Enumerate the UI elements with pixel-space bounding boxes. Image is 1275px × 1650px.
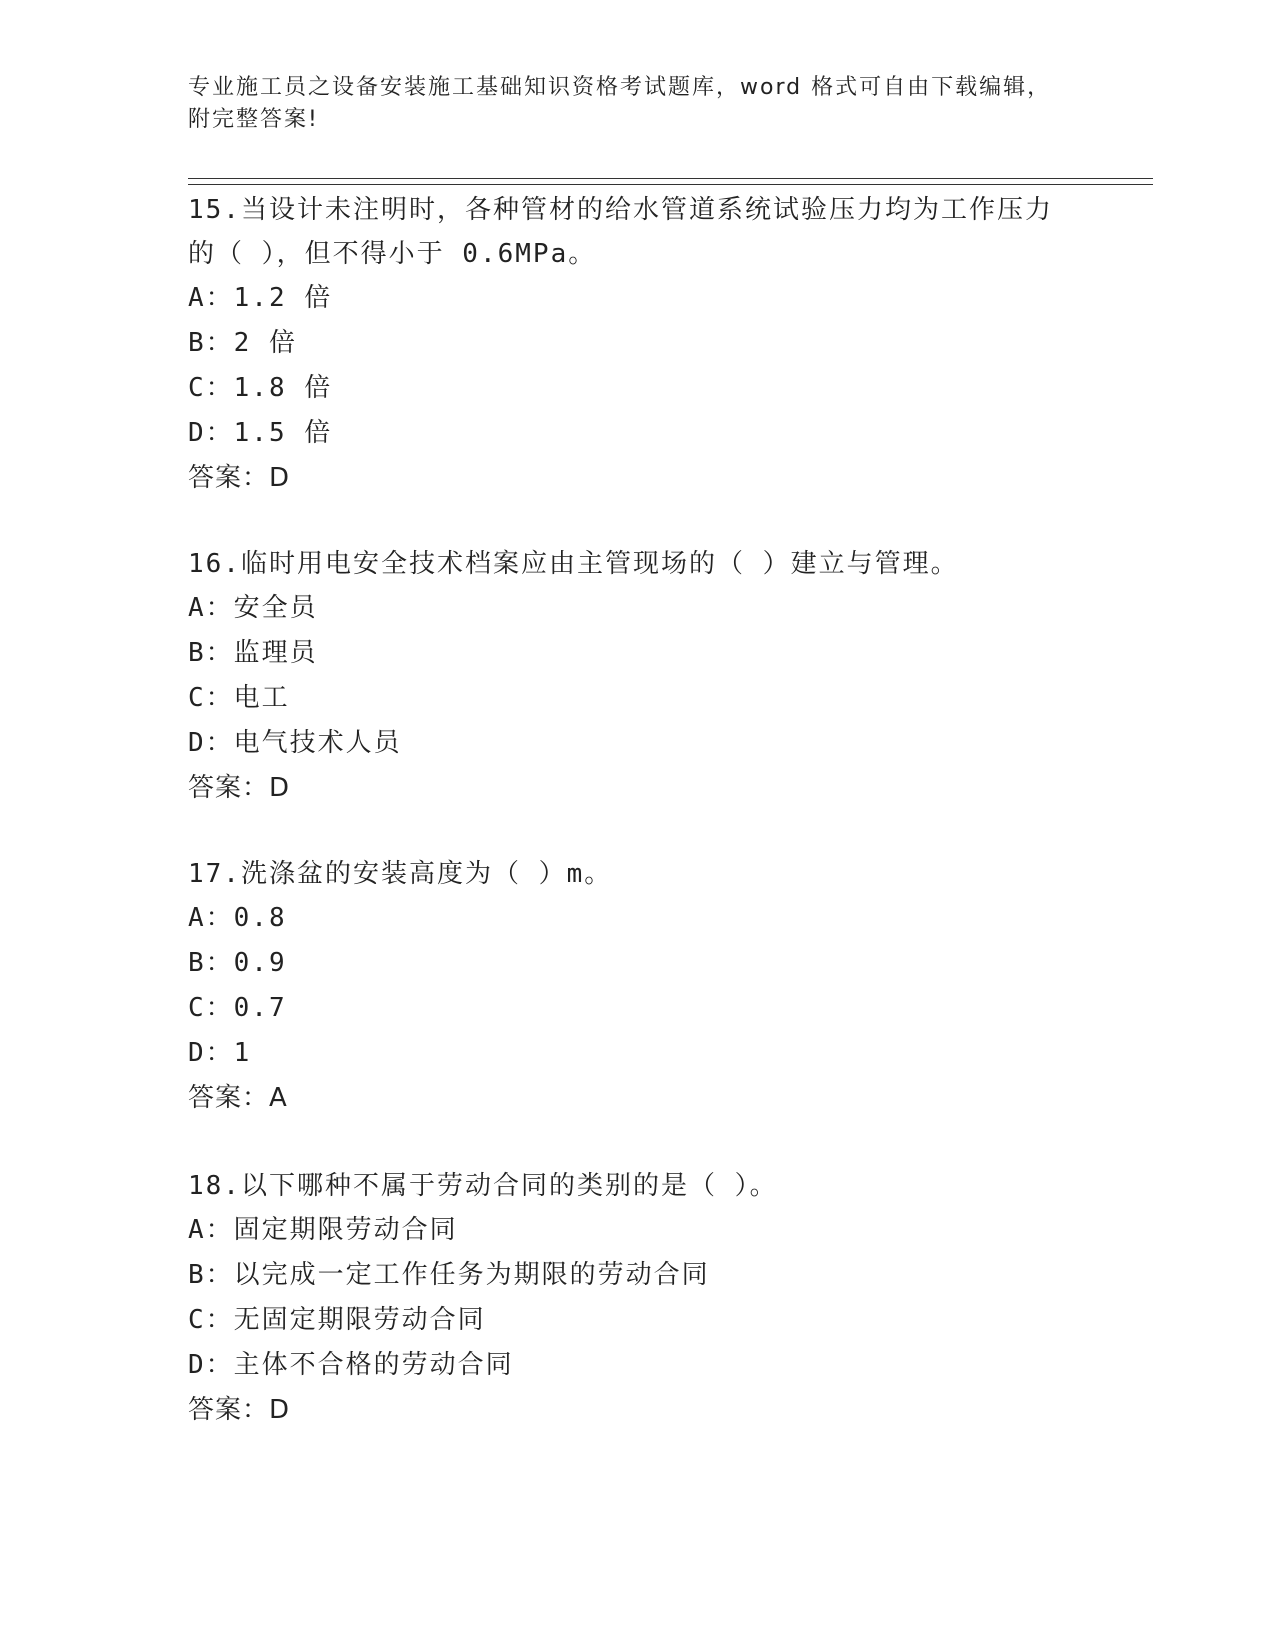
header-line-2: 附完整答案! bbox=[188, 107, 319, 132]
answer-label: 答案：D bbox=[188, 773, 291, 803]
document-header bbox=[188, 72, 1068, 136]
option-b: B：2 倍 bbox=[188, 328, 297, 358]
question-stem: 18.以下哪种不属于劳动合同的类别的是（ ）。 bbox=[188, 1171, 778, 1201]
question-18 bbox=[188, 1164, 1088, 1433]
option-a: A：1.2 倍 bbox=[188, 283, 333, 313]
option-b: B：以完成一定工作任务为期限的劳动合同 bbox=[188, 1260, 710, 1290]
option-c: C：无固定期限劳动合同 bbox=[188, 1305, 486, 1335]
option-a: A：固定期限劳动合同 bbox=[188, 1215, 458, 1245]
answer-label: 答案：D bbox=[188, 1395, 291, 1425]
answer-label: 答案：D bbox=[188, 463, 291, 493]
question-15 bbox=[188, 188, 1088, 501]
option-b: B：0.9 bbox=[188, 948, 287, 978]
option-c: C：电工 bbox=[188, 683, 290, 713]
option-d: D：1.5 倍 bbox=[188, 418, 333, 448]
option-d: D：1 bbox=[188, 1038, 252, 1068]
question-stem: 17.洗涤盆的安装高度为（ ）m。 bbox=[188, 859, 613, 889]
option-c: C：1.8 倍 bbox=[188, 373, 333, 403]
question-stem: 16.临时用电安全技术档案应由主管现场的（ ）建立与管理。 bbox=[188, 549, 959, 579]
option-b: B：监理员 bbox=[188, 638, 318, 668]
question-16 bbox=[188, 542, 1088, 811]
question-stem-continued: 的（ ），但不得小于 0.6MPa。 bbox=[188, 239, 597, 269]
option-d: D：电气技术人员 bbox=[188, 728, 402, 758]
option-a: A：安全员 bbox=[188, 593, 318, 623]
option-a: A：0.8 bbox=[188, 903, 287, 933]
question-17 bbox=[188, 852, 1088, 1121]
option-c: C：0.7 bbox=[188, 993, 287, 1023]
question-stem: 15.当设计未注明时，各种管材的给水管道系统试验压力均为工作压力 bbox=[188, 195, 1053, 225]
header-double-rule bbox=[188, 178, 1153, 185]
option-d: D：主体不合格的劳动合同 bbox=[188, 1350, 514, 1380]
header-line-1: 专业施工员之设备安装施工基础知识资格考试题库，word 格式可自由下载编辑， bbox=[188, 75, 1052, 100]
answer-label: 答案：A bbox=[188, 1083, 288, 1113]
